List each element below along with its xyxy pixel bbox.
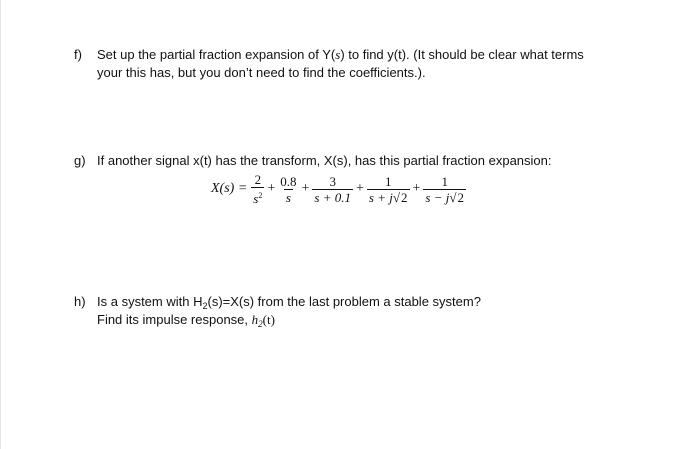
fraction-denominator <box>251 187 264 206</box>
text-segment: Set up the partial fraction expansion of Y( <box>97 47 336 62</box>
fraction-term <box>367 174 410 205</box>
fraction-term <box>312 174 353 205</box>
denominator-text: s − j <box>425 189 450 205</box>
problem-text-line-2 <box>97 311 275 333</box>
fraction-denominator <box>367 189 410 205</box>
problem-label: h) <box>74 294 86 309</box>
text-segment: (s)=X(s) from the last problem a stable system? <box>207 294 481 309</box>
fraction-term <box>251 172 264 206</box>
radicand: 2 <box>401 189 408 205</box>
problem-label: g) <box>74 153 86 168</box>
problem-text-line-1: If another signal x(t) has the transform, X(s), has this partial fraction expansion: <box>97 153 552 168</box>
fraction-denominator: s + 0.1 <box>314 189 351 205</box>
fraction-numerator: 2 <box>254 172 262 187</box>
problem-label: f) <box>74 47 82 62</box>
sqrt-icon: √ <box>392 189 400 205</box>
denominator-text: s + j <box>368 189 393 205</box>
text-segment: Is a system with H <box>97 294 203 309</box>
exponent: 2 <box>258 191 263 200</box>
problem-text-line-1 <box>97 46 584 64</box>
problem-f <box>74 46 674 86</box>
problem-h <box>74 293 674 333</box>
fraction-term <box>423 174 466 205</box>
fraction-numerator: 1 <box>441 173 448 189</box>
problem-g <box>74 152 674 172</box>
fraction-term <box>278 174 298 205</box>
fraction-numerator: 3 <box>329 173 336 189</box>
plus-operator: + <box>301 181 310 196</box>
denominator-text: s <box>253 191 259 206</box>
sqrt-icon: √ <box>449 189 457 205</box>
subscript: 2 <box>202 301 208 311</box>
text-segment: (t) <box>262 312 275 327</box>
plus-operator: + <box>412 181 421 196</box>
equation-lhs: X(s) = <box>211 181 248 196</box>
text-segment: ) to find y(t). (It should be clear what terms <box>340 47 584 62</box>
partial-fraction-equation <box>211 172 466 206</box>
problem-text-line-2: your this has, but you don’t need to find the coefficients.). <box>97 65 426 80</box>
fraction-numerator: 0.8 <box>280 173 297 189</box>
fraction-denominator <box>423 189 466 205</box>
math-variable: s <box>335 47 341 62</box>
math-variable: h <box>251 312 259 327</box>
text-segment: Find its impulse response, <box>97 312 252 327</box>
fraction-numerator: 1 <box>384 173 392 189</box>
plus-operator: + <box>267 181 276 196</box>
subscript: 2 <box>258 319 263 329</box>
plus-operator: + <box>356 181 364 196</box>
fraction-denominator: s <box>285 189 291 205</box>
radicand: 2 <box>457 189 464 205</box>
